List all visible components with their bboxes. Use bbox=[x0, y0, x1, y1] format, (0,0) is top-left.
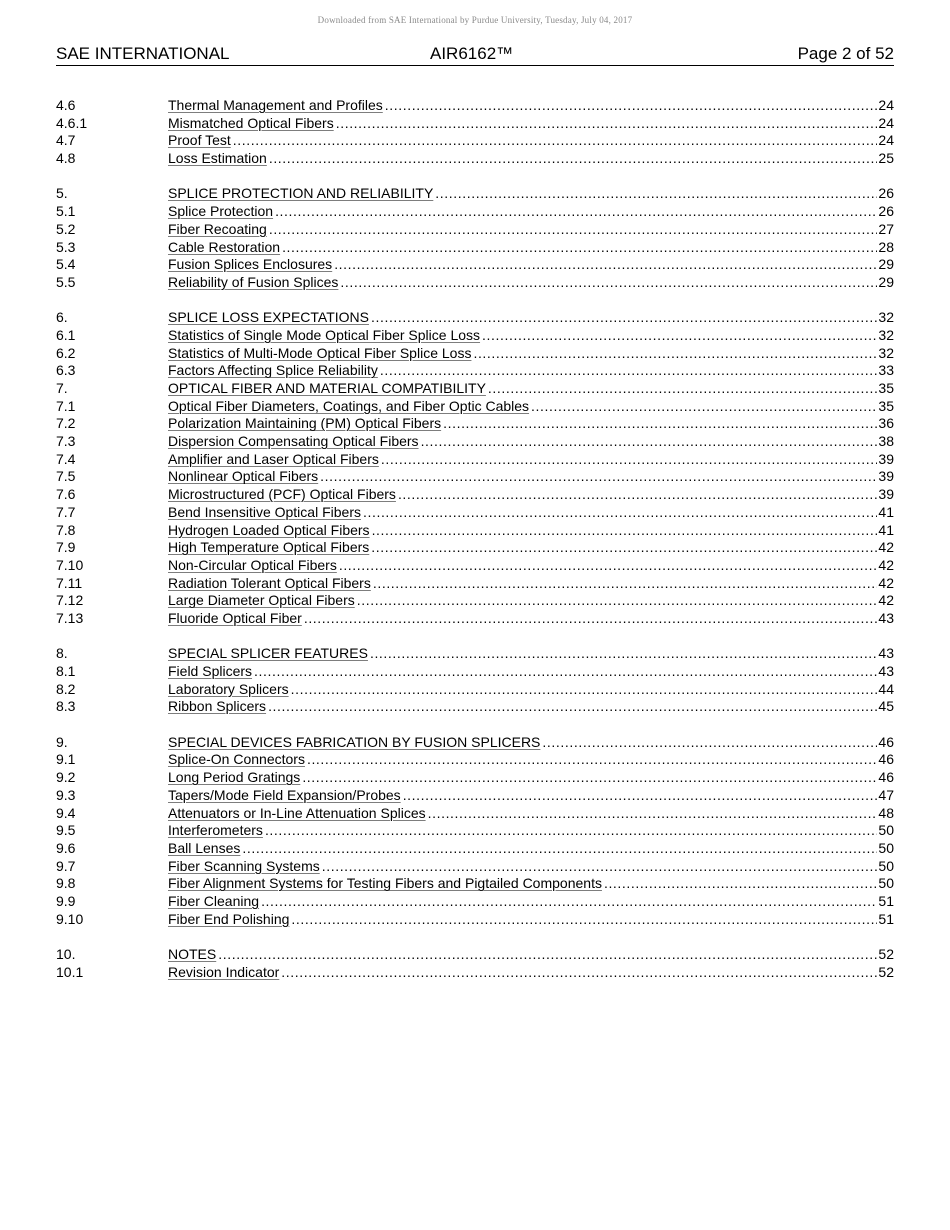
toc-section-number: 6.1 bbox=[56, 326, 76, 343]
toc-section-number: 5.5 bbox=[56, 273, 76, 290]
toc-section-link[interactable]: SPLICE PROTECTION AND RELIABILITY bbox=[168, 185, 434, 202]
toc-section-link[interactable]: Loss Estimation bbox=[168, 150, 267, 167]
toc-entry[interactable] bbox=[56, 946, 894, 964]
toc-entry[interactable] bbox=[56, 150, 894, 168]
toc-dot-leader bbox=[307, 751, 877, 769]
toc-section-link[interactable]: Bend Insensitive Optical Fibers bbox=[168, 503, 361, 520]
toc-entry-line bbox=[168, 858, 894, 876]
page-indicator: Page 2 of 52 bbox=[797, 44, 894, 63]
toc-section-link[interactable]: SPECIAL SPLICER FEATURES bbox=[168, 645, 368, 662]
toc-section-link[interactable]: Interferometers bbox=[168, 822, 263, 839]
toc-page-number: 26 bbox=[878, 203, 894, 220]
toc-section-number: 4.6 bbox=[56, 97, 76, 113]
toc-entry-line bbox=[168, 327, 894, 345]
toc-dot-leader bbox=[363, 504, 877, 522]
toc-page-number: 32 bbox=[878, 309, 894, 326]
toc-page-number: 42 bbox=[878, 556, 894, 573]
toc-section-number: 8. bbox=[56, 645, 68, 662]
toc-section-number: 9.7 bbox=[56, 857, 76, 874]
toc-section-number: 5.2 bbox=[56, 220, 76, 237]
toc-section-number: 9.5 bbox=[56, 822, 76, 839]
toc-section-link[interactable]: Thermal Management and Profiles bbox=[168, 97, 383, 113]
toc-entry-line bbox=[168, 274, 894, 292]
toc-section-number: 9.10 bbox=[56, 910, 84, 927]
toc-entry-line bbox=[168, 787, 894, 805]
toc-page-number: 50 bbox=[878, 857, 894, 874]
toc-dot-leader bbox=[339, 557, 878, 575]
toc-section-link[interactable]: Amplifier and Laser Optical Fibers bbox=[168, 450, 379, 467]
toc-dot-leader bbox=[380, 362, 878, 380]
toc-entry-line bbox=[168, 964, 894, 982]
toc-dot-leader bbox=[291, 911, 877, 929]
toc-section-number: 6. bbox=[56, 309, 68, 326]
toc-page-number: 45 bbox=[878, 698, 894, 715]
toc-entry-line bbox=[168, 362, 894, 380]
toc-page-number: 50 bbox=[878, 875, 894, 892]
toc-dot-leader bbox=[291, 681, 878, 699]
toc-entry-line bbox=[168, 734, 894, 752]
toc-section-link[interactable]: Fiber Alignment Systems for Testing Fibers and Pigtailed Components bbox=[168, 875, 602, 892]
toc-entry[interactable] bbox=[56, 840, 894, 858]
toc-section-link[interactable]: Proof Test bbox=[168, 132, 231, 149]
toc-page-number: 26 bbox=[878, 185, 894, 202]
toc-entry[interactable] bbox=[56, 698, 894, 716]
toc-dot-leader bbox=[268, 698, 877, 716]
toc-entry[interactable] bbox=[56, 309, 894, 327]
toc-entry[interactable] bbox=[56, 433, 894, 451]
toc-section-number: 7.8 bbox=[56, 521, 76, 538]
toc-dot-leader bbox=[372, 522, 878, 540]
toc-dot-leader bbox=[398, 486, 877, 504]
toc-section-link[interactable]: Splice-On Connectors bbox=[168, 751, 305, 768]
toc-dot-leader bbox=[443, 415, 877, 433]
toc-section-number: 7.9 bbox=[56, 539, 76, 556]
toc-section-link[interactable]: Field Splicers bbox=[168, 663, 253, 679]
toc-page-number: 42 bbox=[878, 539, 894, 556]
toc-entry-line bbox=[168, 415, 894, 433]
toc-page-number: 39 bbox=[878, 468, 894, 485]
toc-dot-leader bbox=[282, 239, 877, 257]
toc-section-number: 6.2 bbox=[56, 344, 76, 361]
toc-entry[interactable] bbox=[56, 751, 894, 769]
toc-page-number: 46 bbox=[878, 769, 894, 786]
toc-section-link[interactable]: Polarization Maintaining (PM) Optical Fibers bbox=[168, 415, 442, 432]
toc-dot-leader bbox=[435, 185, 877, 203]
toc-dot-leader bbox=[381, 451, 878, 469]
toc-dot-leader bbox=[218, 946, 877, 964]
page-header bbox=[56, 44, 894, 66]
toc-entry-line bbox=[168, 309, 894, 327]
toc-entry-line bbox=[168, 468, 894, 486]
toc-entry-line bbox=[168, 645, 894, 663]
toc-entry-line bbox=[168, 486, 894, 504]
toc-dot-leader bbox=[302, 769, 877, 787]
toc-entry[interactable] bbox=[56, 858, 894, 876]
toc-page-number: 24 bbox=[878, 132, 894, 149]
toc-section-number: 5. bbox=[56, 185, 68, 202]
toc-section-link[interactable]: Fiber End Polishing bbox=[168, 910, 290, 927]
toc-section-link[interactable]: Large Diameter Optical Fibers bbox=[168, 592, 355, 609]
toc-section-number: 7.12 bbox=[56, 592, 84, 609]
toc-entry-line bbox=[168, 805, 894, 823]
toc-section-number: 8.1 bbox=[56, 663, 76, 679]
toc-entry[interactable] bbox=[56, 822, 894, 840]
toc-entry-line bbox=[168, 911, 894, 929]
toc-dot-leader bbox=[604, 875, 877, 893]
toc-entry[interactable] bbox=[56, 539, 894, 557]
toc-section-number: 4.8 bbox=[56, 150, 76, 167]
toc-page-number: 51 bbox=[878, 910, 894, 927]
toc-dot-leader bbox=[254, 663, 877, 681]
toc-entry[interactable] bbox=[56, 522, 894, 540]
toc-dot-leader bbox=[373, 575, 878, 593]
toc-section-number: 7.5 bbox=[56, 468, 76, 485]
toc-entry[interactable] bbox=[56, 185, 894, 203]
toc-page-number: 41 bbox=[878, 521, 894, 538]
toc-entry-line bbox=[168, 398, 894, 416]
toc-section-number: 7.10 bbox=[56, 556, 84, 573]
toc-page-number: 52 bbox=[878, 963, 894, 980]
toc-dot-leader bbox=[275, 203, 877, 221]
toc-entry-line bbox=[168, 769, 894, 787]
toc-section-link[interactable]: Statistics of Multi-Mode Optical Fiber Splice Loss bbox=[168, 344, 472, 361]
toc-page-number: 33 bbox=[878, 362, 894, 379]
toc-section-number: 4.6.1 bbox=[56, 114, 88, 131]
toc-dot-leader bbox=[428, 805, 878, 823]
toc-dot-leader bbox=[261, 893, 877, 911]
toc-section-number: 7.13 bbox=[56, 609, 84, 626]
toc-section-number: 10. bbox=[56, 946, 76, 962]
toc-section-number: 7.4 bbox=[56, 450, 76, 467]
toc-page-number: 35 bbox=[878, 397, 894, 414]
toc-section-number: 5.4 bbox=[56, 256, 76, 273]
toc-dot-leader bbox=[265, 822, 877, 840]
download-watermark: Downloaded from SAE International by Purdue University, Tuesday, July 04, 2017 bbox=[317, 15, 633, 25]
toc-entry[interactable] bbox=[56, 221, 894, 239]
toc-section-group bbox=[56, 309, 894, 627]
toc-dot-leader bbox=[340, 274, 877, 292]
toc-entry[interactable] bbox=[56, 734, 894, 752]
table-of-contents bbox=[56, 97, 894, 999]
toc-section-link[interactable]: Long Period Gratings bbox=[168, 769, 301, 786]
toc-entry[interactable] bbox=[56, 380, 894, 398]
toc-section-number: 7.3 bbox=[56, 433, 76, 450]
toc-dot-leader bbox=[334, 256, 877, 274]
toc-page-number: 43 bbox=[878, 609, 894, 626]
toc-dot-leader bbox=[304, 610, 878, 628]
toc-entry-line bbox=[168, 663, 894, 681]
toc-dot-leader bbox=[488, 380, 878, 398]
toc-page-number: 43 bbox=[878, 663, 894, 679]
toc-section-number: 7.1 bbox=[56, 397, 76, 414]
toc-dot-leader bbox=[542, 734, 877, 752]
toc-section-link[interactable]: OPTICAL FIBER AND MATERIAL COMPATIBILITY bbox=[168, 380, 486, 396]
toc-page-number: 39 bbox=[878, 450, 894, 467]
toc-section-number: 9.1 bbox=[56, 751, 76, 768]
toc-dot-leader bbox=[336, 115, 878, 133]
toc-entry-line bbox=[168, 345, 894, 363]
toc-page-number: 47 bbox=[878, 786, 894, 803]
toc-page-number: 41 bbox=[878, 503, 894, 520]
toc-section-number: 7.7 bbox=[56, 503, 76, 520]
toc-entry[interactable] bbox=[56, 893, 894, 911]
toc-entry-line bbox=[168, 946, 894, 964]
toc-page-number: 46 bbox=[878, 751, 894, 768]
toc-section-link[interactable]: Laboratory Splicers bbox=[168, 680, 289, 697]
toc-page-number: 35 bbox=[878, 380, 894, 396]
toc-section-number: 9.2 bbox=[56, 769, 76, 786]
toc-entry[interactable] bbox=[56, 398, 894, 416]
toc-section-number: 4.7 bbox=[56, 132, 76, 149]
toc-section-link[interactable]: Dispersion Compensating Optical Fibers bbox=[168, 433, 419, 450]
toc-entry[interactable] bbox=[56, 115, 894, 133]
toc-entry-line bbox=[168, 751, 894, 769]
toc-section-number: 9. bbox=[56, 733, 68, 750]
toc-entry-line bbox=[168, 610, 894, 628]
toc-page-number: 50 bbox=[878, 839, 894, 856]
toc-section-link[interactable]: Microstructured (PCF) Optical Fibers bbox=[168, 486, 396, 503]
toc-section-number: 7.6 bbox=[56, 486, 76, 503]
toc-entry[interactable] bbox=[56, 645, 894, 663]
toc-entry-line bbox=[168, 115, 894, 133]
toc-entry[interactable] bbox=[56, 451, 894, 469]
toc-page-number: 32 bbox=[878, 326, 894, 343]
toc-dot-leader bbox=[320, 468, 877, 486]
toc-dot-leader bbox=[473, 345, 877, 363]
toc-dot-leader bbox=[233, 132, 878, 150]
toc-entry[interactable] bbox=[56, 239, 894, 257]
toc-section-link[interactable]: Fiber Cleaning bbox=[168, 892, 260, 909]
toc-dot-leader bbox=[403, 787, 878, 805]
toc-section-link[interactable]: Mismatched Optical Fibers bbox=[168, 114, 334, 131]
toc-section-link[interactable]: Attenuators or In-Line Attenuation Splices bbox=[168, 804, 426, 821]
toc-dot-leader bbox=[371, 539, 877, 557]
toc-section-link[interactable]: NOTES bbox=[168, 946, 217, 962]
toc-page-number: 51 bbox=[878, 892, 894, 909]
toc-section-number: 10.1 bbox=[56, 963, 84, 980]
toc-page-number: 29 bbox=[878, 273, 894, 290]
toc-entry[interactable] bbox=[56, 274, 894, 292]
toc-page-number: 32 bbox=[878, 344, 894, 361]
toc-page-number: 36 bbox=[878, 415, 894, 432]
toc-entry-line bbox=[168, 504, 894, 522]
toc-section-group bbox=[56, 97, 894, 168]
toc-section-link[interactable]: Non-Circular Optical Fibers bbox=[168, 556, 337, 573]
toc-dot-leader bbox=[242, 840, 877, 858]
toc-page-number: 42 bbox=[878, 574, 894, 591]
document-number: AIR6162™ bbox=[430, 44, 514, 63]
toc-entry[interactable] bbox=[56, 468, 894, 486]
toc-section-number: 9.4 bbox=[56, 804, 76, 821]
toc-entry[interactable] bbox=[56, 256, 894, 274]
toc-entry[interactable] bbox=[56, 805, 894, 823]
toc-section-link[interactable]: Nonlinear Optical Fibers bbox=[168, 468, 319, 485]
toc-entry[interactable] bbox=[56, 504, 894, 522]
toc-page-number: 27 bbox=[878, 220, 894, 237]
toc-entry[interactable] bbox=[56, 486, 894, 504]
toc-section-link[interactable]: Splice Protection bbox=[168, 203, 274, 220]
toc-section-link[interactable]: Statistics of Single Mode Optical Fiber Splice Loss bbox=[168, 326, 481, 343]
toc-section-number: 7.11 bbox=[56, 574, 83, 591]
toc-section-number: 8.3 bbox=[56, 698, 76, 715]
toc-page-number: 50 bbox=[878, 822, 894, 839]
toc-page-number: 25 bbox=[878, 150, 894, 167]
toc-dot-leader bbox=[281, 964, 877, 982]
toc-entry-line bbox=[168, 433, 894, 451]
toc-entry-line bbox=[168, 592, 894, 610]
toc-dot-leader bbox=[357, 592, 878, 610]
toc-entry-line bbox=[168, 203, 894, 221]
toc-entry[interactable] bbox=[56, 681, 894, 699]
toc-dot-leader bbox=[322, 858, 878, 876]
toc-page-number: 28 bbox=[878, 238, 894, 255]
toc-section-link[interactable]: Ribbon Splicers bbox=[168, 698, 267, 715]
toc-entry-line bbox=[168, 539, 894, 557]
toc-entry-line bbox=[168, 256, 894, 274]
toc-entry[interactable] bbox=[56, 875, 894, 893]
toc-page-number: 24 bbox=[878, 114, 894, 131]
toc-entry[interactable] bbox=[56, 362, 894, 380]
toc-section-number: 8.2 bbox=[56, 680, 76, 697]
toc-dot-leader bbox=[385, 97, 878, 115]
toc-dot-leader bbox=[269, 150, 878, 168]
toc-entry[interactable] bbox=[56, 787, 894, 805]
toc-section-number: 7.2 bbox=[56, 415, 76, 432]
toc-entry-line bbox=[168, 239, 894, 257]
toc-section-number: 9.6 bbox=[56, 839, 76, 856]
toc-page-number: 39 bbox=[878, 486, 894, 503]
toc-entry-line bbox=[168, 575, 894, 593]
toc-entry[interactable] bbox=[56, 97, 894, 115]
toc-entry[interactable] bbox=[56, 575, 894, 593]
toc-section-number: 9.8 bbox=[56, 875, 76, 892]
toc-entry-line bbox=[168, 893, 894, 911]
toc-dot-leader bbox=[269, 221, 878, 239]
toc-entry[interactable] bbox=[56, 132, 894, 150]
toc-page-number: 43 bbox=[878, 645, 894, 662]
toc-page-number: 38 bbox=[878, 433, 894, 450]
toc-section-group bbox=[56, 185, 894, 291]
toc-entry[interactable] bbox=[56, 557, 894, 575]
toc-entry[interactable] bbox=[56, 345, 894, 363]
toc-section-group bbox=[56, 645, 894, 716]
toc-section-number: 9.9 bbox=[56, 892, 76, 909]
toc-entry-line bbox=[168, 557, 894, 575]
toc-entry-line bbox=[168, 522, 894, 540]
toc-entry[interactable] bbox=[56, 663, 894, 681]
toc-dot-leader bbox=[421, 433, 878, 451]
toc-dot-leader bbox=[370, 645, 877, 663]
toc-entry-line bbox=[168, 132, 894, 150]
toc-section-number: 9.3 bbox=[56, 786, 76, 803]
toc-section-link[interactable]: Hydrogen Loaded Optical Fibers bbox=[168, 521, 370, 538]
toc-entry[interactable] bbox=[56, 911, 894, 929]
toc-page-number: 29 bbox=[878, 256, 894, 273]
toc-entry-line bbox=[168, 150, 894, 168]
toc-section-link[interactable]: Fiber Recoating bbox=[168, 220, 267, 237]
toc-section-link[interactable]: Tapers/Mode Field Expansion/Probes bbox=[168, 786, 401, 803]
toc-section-number: 6.3 bbox=[56, 362, 76, 379]
toc-section-link[interactable]: Factors Affecting Splice Reliability bbox=[168, 362, 378, 379]
toc-entry-line bbox=[168, 221, 894, 239]
toc-entry[interactable] bbox=[56, 610, 894, 628]
toc-entry-line bbox=[168, 380, 894, 398]
publisher-name: SAE INTERNATIONAL bbox=[56, 44, 230, 63]
toc-page-number: 48 bbox=[878, 804, 894, 821]
toc-section-link[interactable]: Ball Lenses bbox=[168, 839, 241, 856]
toc-entry-line bbox=[168, 698, 894, 716]
toc-entry[interactable] bbox=[56, 769, 894, 787]
toc-page-number: 42 bbox=[878, 592, 894, 609]
toc-entry-line bbox=[168, 97, 894, 115]
toc-section-link[interactable]: SPECIAL DEVICES FABRICATION BY FUSION SPLICERS bbox=[168, 733, 541, 750]
toc-section-number: 7. bbox=[56, 380, 68, 396]
toc-entry[interactable] bbox=[56, 203, 894, 221]
toc-section-link[interactable]: Fluoride Optical Fiber bbox=[168, 609, 302, 626]
toc-section-link[interactable]: Optical Fiber Diameters, Coatings, and Fiber Optic Cables bbox=[168, 397, 530, 414]
toc-page-number: 52 bbox=[878, 946, 894, 962]
toc-section-link[interactable]: Fusion Splices Enclosures bbox=[168, 256, 333, 273]
toc-dot-leader bbox=[371, 309, 877, 327]
toc-entry[interactable] bbox=[56, 592, 894, 610]
toc-section-link[interactable]: Radiation Tolerant Optical Fibers bbox=[168, 574, 371, 591]
toc-page-number: 44 bbox=[878, 680, 894, 697]
toc-entry-line bbox=[168, 822, 894, 840]
toc-entry[interactable] bbox=[56, 964, 894, 982]
toc-entry-line bbox=[168, 681, 894, 699]
toc-dot-leader bbox=[531, 398, 877, 416]
toc-entry[interactable] bbox=[56, 327, 894, 345]
toc-entry-line bbox=[168, 875, 894, 893]
toc-section-group bbox=[56, 734, 894, 929]
toc-page-number: 24 bbox=[878, 97, 894, 113]
toc-entry-line bbox=[168, 185, 894, 203]
toc-dot-leader bbox=[482, 327, 877, 345]
toc-section-link[interactable]: Fiber Scanning Systems bbox=[168, 857, 320, 874]
toc-section-link[interactable]: Revision Indicator bbox=[168, 963, 280, 980]
toc-section-link[interactable]: High Temperature Optical Fibers bbox=[168, 539, 370, 556]
toc-section-link[interactable]: SPLICE LOSS EXPECTATIONS bbox=[168, 309, 369, 326]
toc-section-link[interactable]: Reliability of Fusion Splices bbox=[168, 273, 339, 290]
toc-section-number: 5.1 bbox=[56, 203, 76, 220]
toc-page-number: 46 bbox=[878, 733, 894, 750]
toc-section-link[interactable]: Cable Restoration bbox=[168, 238, 281, 255]
toc-entry-line bbox=[168, 451, 894, 469]
toc-entry[interactable] bbox=[56, 415, 894, 433]
toc-section-number: 5.3 bbox=[56, 238, 76, 255]
toc-entry-line bbox=[168, 840, 894, 858]
toc-section-group bbox=[56, 946, 894, 981]
